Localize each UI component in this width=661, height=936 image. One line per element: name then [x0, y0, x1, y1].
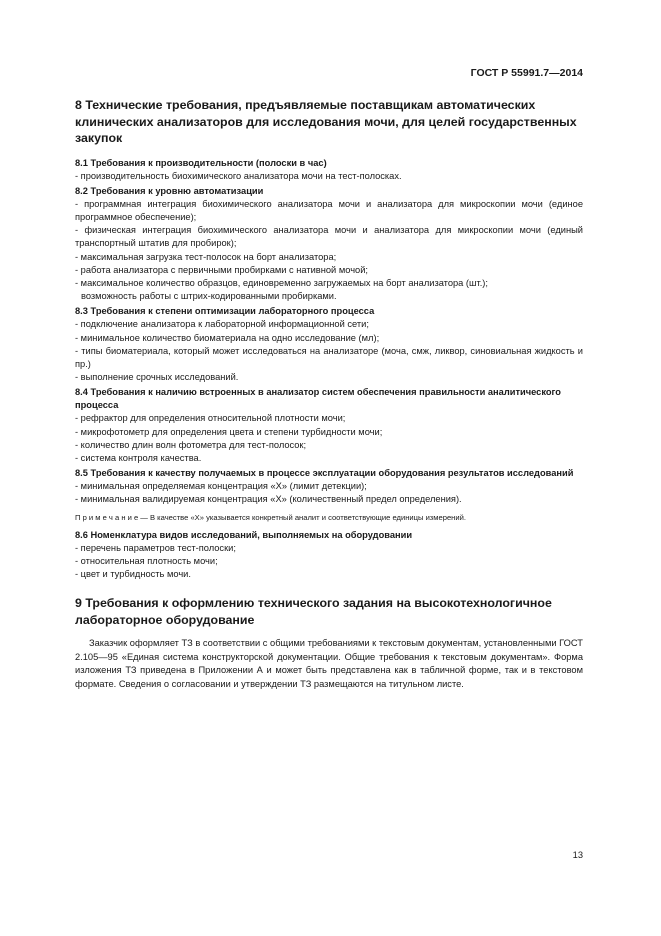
list-item: - минимальная валидируемая концентрация «Х» (количественный предел определения). — [75, 494, 462, 505]
section-9-paragraph: Заказчик оформляет ТЗ в соответствии с общими требованиями к текстовым документам, установленными ГОСТ 2.105—95 «Единая система конструкторской документации. Общие требования к текстовым документам». Форма изложения ТЗ приведена в Приложении А и может быть представлена как в табличной форме, так и в текстовом формате. Сведения о согласовании и утверждении ТЗ размещаются на титульном листе. — [75, 638, 583, 689]
subsection-8-2-title: 8.2 Требования к уровню автоматизации — [75, 185, 264, 196]
list-item: - выполнение срочных исследований. — [75, 372, 239, 383]
section-8-title: 8 Технические требования, предъявляемые поставщикам автоматических клинических анализаторов для исследования мочи, для целей государственных закупок — [75, 98, 577, 145]
list-item: - минимальная определяемая концентрация «Х» (лимит детекции); — [75, 481, 367, 492]
section-9-title: 9 Требования к оформлению технического задания на высокотехнологичное лабораторное оборудование — [75, 596, 552, 627]
list-item: - количество длин волн фотометра для тест-полосок; — [75, 439, 307, 450]
list-item: - максимальное количество образцов, единовременно загружаемых на борт анализатора (шт.); — [75, 277, 488, 288]
subsection-8-3-title: 8.3 Требования к степени оптимизации лабораторного процесса — [75, 306, 375, 317]
note: П р и м е ч а н и е — В качестве «Х» указывается конкретный аналит и соответствующие единицы измерений. — [75, 512, 466, 522]
list-item: - рефрактор для определения относительной плотности мочи; — [75, 413, 346, 424]
subsection-8-6-title: 8.6 Номенклатура видов исследований, выполняемых на оборудовании — [75, 529, 413, 540]
list-item: - типы биоматериала, который может исследоваться на анализаторе (моча, смж, ликвор, синовиальная жидкость и пр.) — [75, 345, 583, 369]
list-item: - относительная плотность мочи; — [75, 555, 218, 566]
page-number: 13 — [572, 850, 583, 860]
list-item: - система контроля качества. — [75, 452, 202, 463]
list-item: - перечень параметров тест-полоски; — [75, 542, 236, 553]
list-item: - цвет и турбидность мочи. — [75, 568, 191, 579]
list-item: - физическая интеграция биохимического анализатора мочи и анализатора для микроскопии мочи (единый транспортный штатив для пробирок); — [75, 225, 583, 249]
subsection-8-4-title: 8.4 Требования к наличию встроенных в анализатор систем обеспечения правильности аналитического процесса — [75, 387, 561, 411]
list-item: - подключение анализатора к лабораторной информационной сети; — [75, 319, 369, 330]
list-item: - производительность биохимического анализатора мочи на тест-полосках. — [75, 170, 402, 181]
list-item: - работа анализатора с первичными пробирками с нативной мочой; — [75, 264, 368, 275]
page-content — [75, 97, 583, 691]
list-item: - максимальная загрузка тест-полосок на борт анализатора; — [75, 251, 337, 262]
subsection-8-1-title: 8.1 Требования к производительности (полоски в час) — [75, 157, 327, 168]
list-item: - программная интеграция биохимического анализатора мочи и анализатора для микроскопии мочи (единое программное обеспечение); — [75, 198, 583, 222]
list-item: - микрофотометр для определения цвета и степени турбидности мочи; — [75, 426, 383, 437]
standard-number: ГОСТ Р 55991.7—2014 — [470, 67, 583, 79]
subsection-8-5-title: 8.5 Требования к качеству получаемых в процессе эксплуатации оборудования результатов исследований — [75, 468, 574, 479]
list-item: возможность работы с штрих-кодированными пробирками. — [81, 291, 337, 302]
list-item: - минимальное количество биоматериала на одно исследование (мл); — [75, 332, 380, 343]
